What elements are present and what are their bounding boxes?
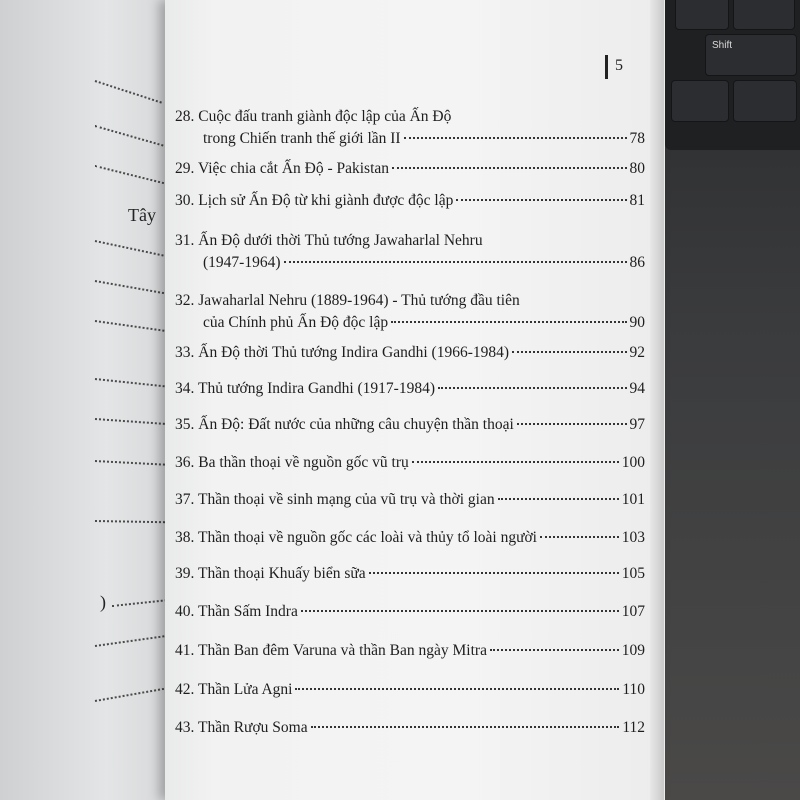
- keyboard-key: [733, 80, 797, 122]
- back-page-leader: [95, 635, 165, 647]
- toc-page-number: 107: [621, 603, 645, 620]
- leader-dots: [295, 688, 619, 690]
- toc-entry-line: [175, 312, 645, 334]
- back-page-leader: [95, 520, 165, 523]
- toc-entry-title-cont: (1947-1964): [203, 254, 281, 271]
- toc-entry-title: Ấn Độ dưới thời Thủ tướng Jawaharlal Nehru: [198, 232, 483, 249]
- page-number: 5: [615, 57, 623, 74]
- toc-entry-number: 30.: [175, 192, 195, 209]
- toc-entry-text: [175, 414, 514, 436]
- toc-page-number: 100: [621, 454, 645, 471]
- page-number-bar: [605, 55, 608, 79]
- keyboard-key: [733, 0, 795, 30]
- toc-page-number: 101: [621, 491, 645, 508]
- toc-entry-number: 35.: [175, 416, 195, 433]
- toc-entry-title: Thần Sấm Indra: [197, 603, 298, 620]
- toc-page-number: 90: [629, 314, 645, 331]
- toc-entry-title: Thần Ban đêm Varuna và thần Ban ngày Mitra: [197, 642, 487, 659]
- toc-entry-text: [175, 563, 366, 585]
- toc-entry-33: [175, 342, 645, 364]
- toc-entry-number: 28.: [175, 108, 195, 125]
- toc-entry-line: [175, 290, 645, 312]
- toc-entry-text: [175, 342, 509, 364]
- leader-dots: [412, 461, 619, 463]
- leader-dots: [391, 321, 626, 323]
- keyboard: [665, 0, 800, 150]
- toc-entry-line: [175, 679, 645, 701]
- leader-dots: [498, 498, 619, 500]
- leader-dots: [512, 351, 626, 353]
- leader-dots: [438, 387, 627, 389]
- toc-entry-number: 40.: [175, 603, 195, 620]
- toc-entry-31: [175, 230, 645, 274]
- toc-entry-line: [175, 414, 645, 436]
- leader-dots: [301, 610, 619, 612]
- keyboard-key: [671, 80, 729, 122]
- toc-entry-34: [175, 378, 645, 400]
- toc-entry-title: Thủ tướng Indira Gandhi (1917-1984): [197, 380, 435, 397]
- toc-page-number: 110: [622, 681, 645, 698]
- leader-dots: [490, 649, 619, 651]
- toc-entry-number: 32.: [175, 292, 195, 309]
- toc-entry-line: [175, 342, 645, 364]
- leader-dots: [456, 199, 626, 201]
- toc-entry-text: [175, 190, 453, 212]
- toc-page-number: 92: [629, 344, 645, 361]
- back-page-text: Tây: [128, 205, 156, 225]
- toc-entry-line: [175, 128, 645, 150]
- toc-entry-title-cont: của Chính phủ Ấn Độ độc lập: [203, 314, 389, 331]
- toc-entry-37: [175, 489, 645, 511]
- back-page-paren: ): [100, 592, 106, 612]
- toc-page-number: 80: [629, 160, 645, 177]
- toc-entry-number: 37.: [175, 491, 195, 508]
- toc-entry-line: [175, 640, 645, 662]
- toc-entry-title: Cuộc đấu tranh giành độc lập của Ấn Độ: [198, 108, 452, 125]
- toc-entry-32: [175, 290, 645, 334]
- toc-entry-41: [175, 640, 645, 662]
- leader-dots: [392, 167, 626, 169]
- back-page-leader: [95, 320, 165, 332]
- toc-entry-number: 39.: [175, 565, 195, 582]
- leader-dots: [311, 726, 620, 728]
- toc-entry-title: Thần Rượu Soma: [197, 719, 308, 736]
- back-page-leader: [95, 460, 165, 466]
- toc-entry-line: [175, 527, 645, 549]
- toc-entry-text: [175, 489, 495, 511]
- toc-entry-35: [175, 414, 645, 436]
- toc-entry-line: [175, 717, 645, 739]
- back-page-leader: [95, 80, 162, 104]
- toc-entry-title-cont: trong Chiến tranh thế giới lần II: [203, 130, 401, 147]
- back-page-leader: [95, 418, 165, 425]
- toc-page-number: 105: [621, 565, 645, 582]
- toc-entry-38: [175, 527, 645, 549]
- leader-dots: [540, 536, 619, 538]
- toc-entry-29: [175, 158, 645, 180]
- toc-entry-40: [175, 601, 645, 623]
- toc-entry-text: [175, 452, 409, 474]
- toc-entry-title: Thần thoại về sinh mạng của vũ trụ và thời gian: [197, 491, 495, 508]
- back-page-leader: [95, 688, 164, 702]
- toc-entry-number: 36.: [175, 454, 195, 471]
- toc-page-number: 81: [629, 192, 645, 209]
- toc-entry-title: Ấn Độ: Đất nước của những câu chuyện thần thoại: [198, 416, 514, 433]
- toc-entry-title: Jawaharlal Nehru (1889-1964) - Thủ tướng đầu tiên: [198, 292, 520, 309]
- toc-entry-text: [175, 378, 435, 400]
- back-page-leader: [95, 378, 165, 387]
- toc-entry-text: [175, 527, 537, 549]
- toc-entry-number: 42.: [175, 681, 195, 698]
- toc-entry-line: [175, 452, 645, 474]
- toc-entry-42: [175, 679, 645, 701]
- keyboard-key: [675, 0, 729, 30]
- toc-entry-number: 38.: [175, 529, 195, 546]
- toc-entry-line: [175, 252, 645, 274]
- toc-entry-line: [175, 378, 645, 400]
- toc-entry-number: 41.: [175, 642, 195, 659]
- toc-entry-title: Lịch sử Ấn Độ từ khi giành được độc lập: [198, 192, 454, 209]
- toc-entry-title: Ấn Độ thời Thủ tướng Indira Gandhi (1966-1984): [198, 344, 510, 361]
- toc-entry-number: 43.: [175, 719, 195, 736]
- toc-page-number: 78: [629, 130, 645, 147]
- toc-entry-text: [175, 640, 487, 662]
- back-page-leader: [95, 125, 168, 148]
- leader-dots: [369, 572, 619, 574]
- toc-entry-number: 29.: [175, 160, 195, 177]
- back-page-leader: [95, 240, 164, 257]
- shift-key-label: Shift: [712, 40, 733, 51]
- toc-entry-line: [175, 489, 645, 511]
- back-page-leader: [95, 280, 164, 294]
- leader-dots: [284, 261, 627, 263]
- toc-entry-36: [175, 452, 645, 474]
- toc-entry-line: [175, 601, 645, 623]
- toc-entry-line: [175, 158, 645, 180]
- toc-entry-39: [175, 563, 645, 585]
- toc-entry-text: [175, 679, 292, 701]
- shift-key: [705, 34, 797, 76]
- toc-entry-title: Thần Lửa Agni: [197, 681, 293, 698]
- page-edge: [650, 0, 664, 800]
- toc-page-number: 103: [621, 529, 645, 546]
- leader-dots: [404, 137, 627, 139]
- toc-page-number: 86: [629, 254, 645, 271]
- toc-entry-title: Ba thần thoại về nguồn gốc vũ trụ: [198, 454, 409, 471]
- toc-entry-30: [175, 190, 645, 212]
- toc-entry-number: 33.: [175, 344, 195, 361]
- toc-entry-line: [175, 563, 645, 585]
- leader-dots: [517, 423, 627, 425]
- toc-entry-43: [175, 717, 645, 739]
- toc-page-number: 97: [629, 416, 645, 433]
- toc-entry-text: [175, 158, 389, 180]
- toc-entry-number: 34.: [175, 380, 195, 397]
- toc-entry-line: [175, 106, 645, 128]
- toc-entry-title: Thần thoại về nguồn gốc các loài và thủy tổ loài người: [197, 529, 537, 546]
- toc-entry-text: [175, 601, 298, 623]
- toc-entry-title: Thần thoại Khuấy biển sữa: [197, 565, 366, 582]
- toc-entry-28: [175, 106, 645, 150]
- toc-page-number: 112: [622, 719, 645, 736]
- toc-entry-number: 31.: [175, 232, 195, 249]
- toc-entry-text: [175, 717, 308, 739]
- toc-entry-line: [175, 230, 645, 252]
- toc-page-number: 109: [621, 642, 645, 659]
- back-page: [0, 0, 178, 800]
- toc-entry-title: Việc chia cắt Ấn Độ - Pakistan: [197, 160, 390, 177]
- back-page-leader: [95, 165, 168, 185]
- back-page-leader: [112, 599, 167, 607]
- toc-page-number: 94: [629, 380, 645, 397]
- toc-entry-line: [175, 190, 645, 212]
